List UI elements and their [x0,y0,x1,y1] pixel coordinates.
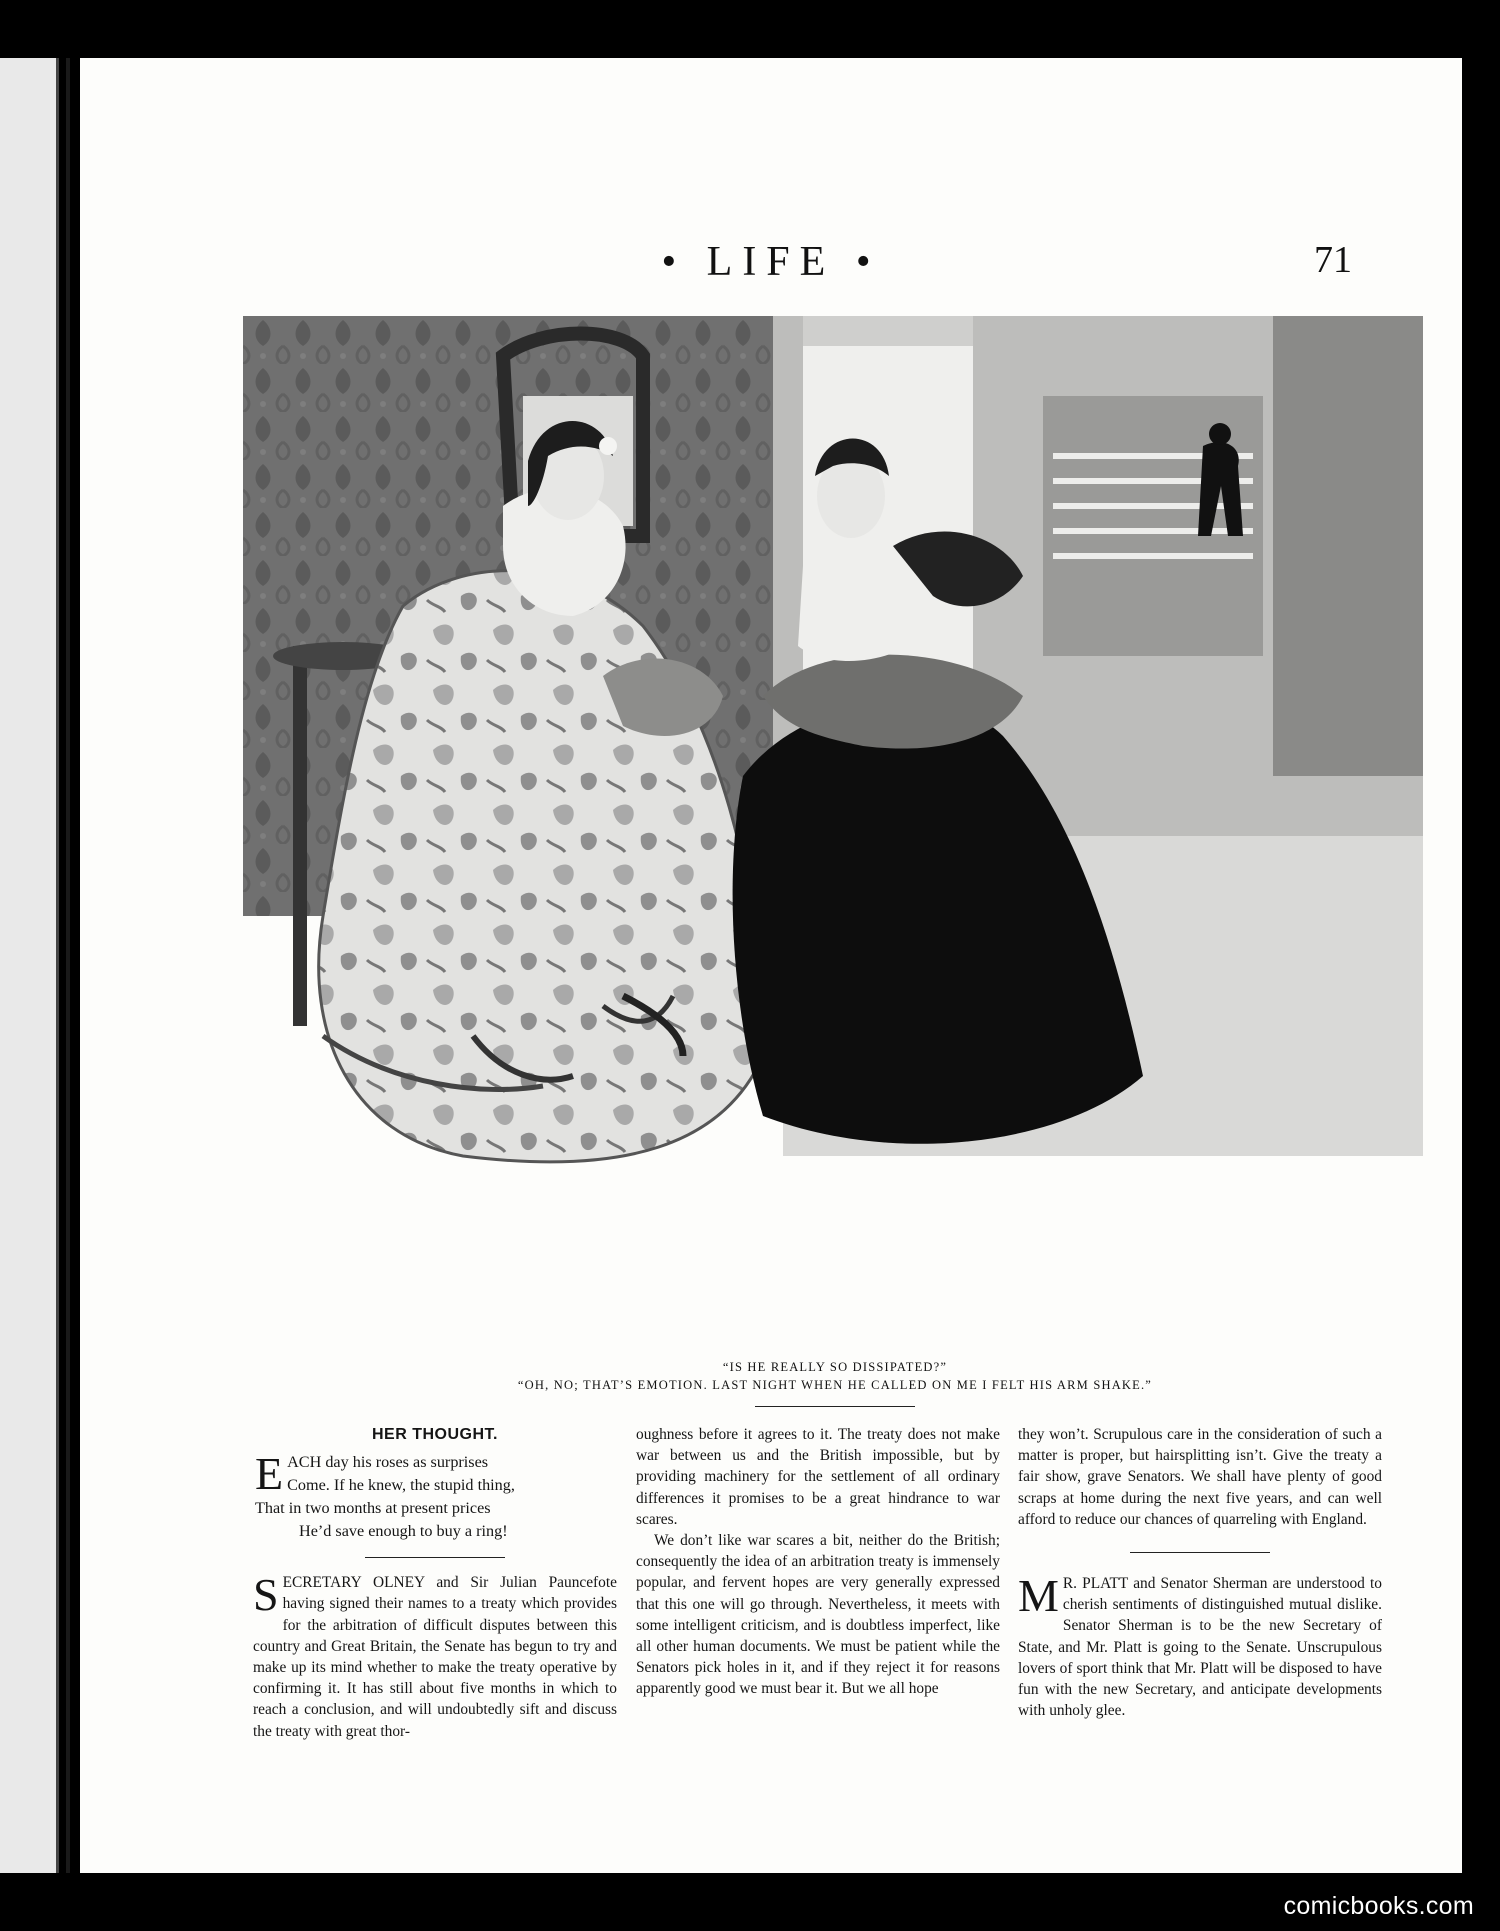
poem-line-1: ACH day his roses as surprises [287,1453,489,1472]
page-number: 71 [1314,239,1352,281]
poem-line-2: Come. If he knew, the stupid thing, [287,1476,515,1495]
gutter-line [66,58,70,1873]
poem-line-4: He’d save enough to buy a ring! [299,1522,508,1541]
magazine-page [80,58,1462,1873]
article-war-scares-paragraph: We don’t like war scares a bit, neither do the British; consequently the idea of an arbitration treaty is immensely popular, and fervent hopes are very generally expressed that this one will go through. Nevertheless, it meets with some intelligent criticism, and is doubtless imperfect, like all other human documents. We must be patient while the Senators pick holes in it, and if they reject it for reasons apparently good we must bear it. But we all hope [636,1532,1000,1698]
article-drop-cap: S [253,1569,279,1621]
poem-line-3: That in two months at present prices [255,1499,491,1518]
article-platt-paragraph [1018,1570,1382,1721]
facing-page-edge [0,58,59,1873]
section-rule [1130,1552,1270,1553]
article-olney-continued: oughness before it agrees to it. The treaty does not make war between us and the British impossible, but by providing machinery for the settlement of all ordinary differences it promises to be a great hindrance to war scares. [636,1426,1000,1528]
poem-title: HER THOUGHT. [372,1426,498,1443]
scan-border [1462,58,1500,1873]
caption-line-2: “OH, NO; THAT’S EMOTION. LAST NIGHT WHEN HE CALLED ON ME I FELT HIS ARM SHAKE.” [517,1378,1153,1392]
poem [253,1448,617,1543]
article-platt-text: R. PLATT and Senator Sherman are understood to cherish sentiments of distinguished mutual dislike. Senator Sherman is to be the new Secretary of State, and Mr. Platt is going to the Senate. Unscrupulous lovers of sport think that Mr. Platt will be disposed to have fun with the new Secretary, and anticipate developments with unholy glee. [1018,1575,1382,1720]
running-head: • LIFE • [661,239,881,285]
text-column-2 [636,1424,1000,1700]
text-column-3 [1018,1424,1382,1721]
poem-drop-cap: E [255,1448,284,1500]
watermark: comicbooks.com [1283,1892,1474,1920]
text-column-1 [253,1424,617,1742]
caption-rule [755,1406,915,1407]
article-platt-drop-cap: M [1018,1570,1059,1622]
caption-line-1: “IS HE REALLY SO DISSIPATED?” [722,1360,948,1374]
article-olney-text: ECRETARY OLNEY and Sir Julian Pauncefote having signed their names to a treaty which provides for the arbitration of difficult disputes between this country and Great Britain, the Senate has begun to try and make up its mind whether to make the treaty operative by confirming it. It has still about five months in which to reach a conclusion, and will undoubtedly sift and discuss the treaty with great thor- [253,1574,617,1740]
section-rule [365,1557,505,1558]
article-olney-conclusion: they won’t. Scrupulous care in the consideration of such a matter is proper, but hairsplitting isn’t. Give the treaty a fair show, grave Senators. We shall have plenty of good scraps at home during the next five years, and can well afford to reduce our chances of quarreling with England. [1018,1426,1382,1528]
article-olney-paragraph [253,1569,617,1742]
illustration-caption [240,1358,1430,1407]
illustration-two-women-seated [243,316,1423,1326]
